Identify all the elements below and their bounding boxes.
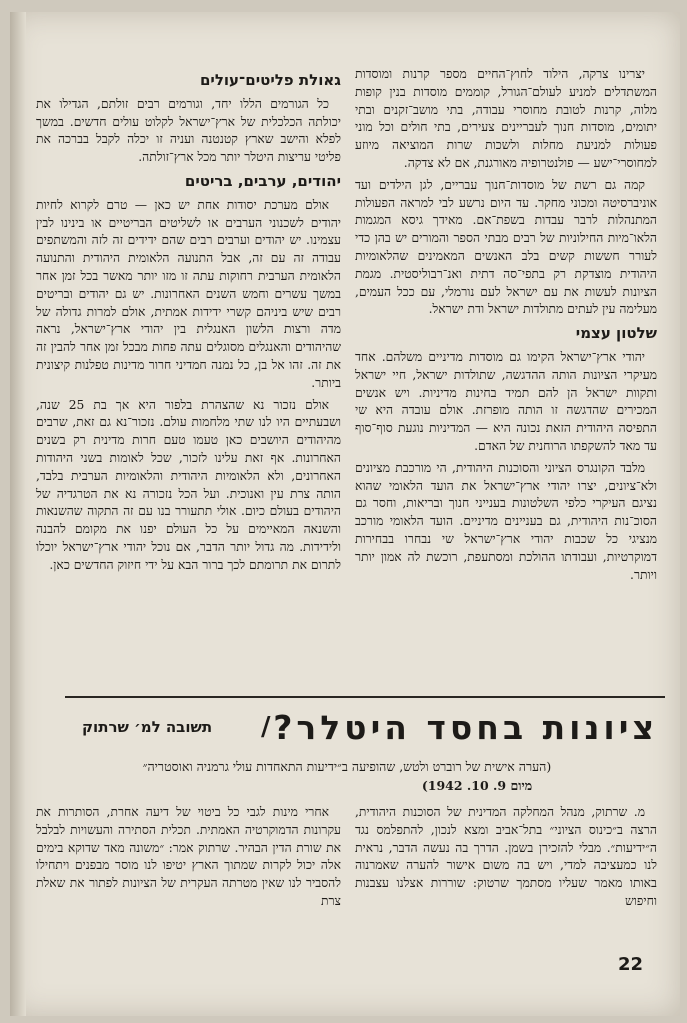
article-body-left [36, 804, 341, 989]
paragraph: כל הגורמים הללו יחד, וגורמים רבים זולתם, הגדילו את יכולתה הכלכלית של ארץ־ישראל לקלוט עולים חדשים. במשך לפלא והישב שארץ קטנטנה ועניה זו יכלה לקבל בברכה את פליטי עריצות היטלר יותר מכל ארץ־זולתה. [36, 96, 341, 165]
article-column-right [355, 66, 657, 678]
paragraph: יצרינו צרקה, הילוד לחוץ־החיים מספר קרנות ומוסדות המשתדלים למניע לעולם־הגורל, קוממים מוסדות בנין קופות מלוה, קרנות לטובת מחוסרי עבודה, בתי מושב־זקנים ובתי יתומים, מוסדות חנוך לעבריינים צעירים, בתי חולים וכל מוני פעולות למניעת מחלות ולשכות שרות המוציאה מיוזע למחוסרי־ישע — פולנטרופיה מאורגנת, אם לא צדקה. [355, 67, 657, 170]
page-number: 22 [618, 954, 644, 975]
paragraph: אולם נזכור נא שהצהרת בלפור היא אך בת 25 שנה, ושבעתיים היו לנו שתי מלחמות עולם. נזכור־נא גם זאת, שרבים מהיהודים היושבים כאן טעמו טעם חרות מדינית רק בשנים האחרונות. אף זאת עלינו לזכור, שכל לאומות בשני היהודות האחרונים, ולא הלאומיות היהודית והלאומיות הערבית בלבד, הותה צרת עין ואנוכית. ועל הכל נזכורה נא את הטרגדיה של היהודים בעולם כיום. אולי תתעורר בנו עם זה התקוה שהשנאות והשנאה המאיימים על כל העולם יפנו את מקומם להבנה ולידידות. מה גדול יותר הדבר, אם נוכל יהודי ארץ־ישראל יוכלו לתרום את תרומתם לכך ברור הבא על ידי חיזוק החדשים כאן. [36, 397, 341, 572]
paragraph: אולם מערכת יסודות אחת יש כאן — טרם לקרוא לחיות יהודים לשכנוני הערבים או לשליטים הבריטיים או בינינו לבין עצמינו. יש יהודים וערבים רבים שהם ידידים זה לזה והמשתפים עבודה זה עם זה, אבל התנועה הלאומית היהודית והתנועה הלאומית הערבית רחוקות עתה זו מזו יותר מאשר בכל זמן אחר במשך עשרים וחמש השנים האחרונות. יש גם יהודים ובריטים רבים שיש ביניהם קשרי ידידות אמתית, אולם למרות גדולה של מדה ורצות הלשון האנגלית בין יהודי ארץ־ישראל, נראה שהיהודים והאנגלים מסוגלים עתה פחות מבכל זמן אחר להבין זה את זה. זהו אל בן, כל נמנה חמדיני חרור מדינות טפלנות קיצונית ביותר. [36, 197, 341, 390]
page-spine-shadow [10, 12, 26, 1016]
section-divider-rule [65, 696, 665, 698]
section-heading-refugees: גאולת פליטים־עולים [199, 71, 341, 89]
headline-title: ציונות בחסד היטלר? [273, 708, 658, 747]
paragraph: אחרי מינות לגבי כל ביטוי של דיעה אחרת, הסותרות את עקרונות הדמוקרטיה האמתית. תכלית הסתירה והעשויות לבלבל את שורת הדין הבהיר. שרתוק אמר: ״משונה מאד שדוקא בימים אלה יכול לקרות שמתוך הארץ יטיפו לנו מוסר מבפנים ויתחילו להסביר לנו שאין מטרתה העקרית של הציונות לפתור את שאלת צרת [36, 805, 341, 908]
section-heading-self-rule: שלטון עצמי [575, 324, 657, 343]
paragraph: יהודי ארץ־ישראל הקימו גם מוסדות מדיניים משלהם. אחד מעיקרי הציונות הותה ההדגשה, שתולדות ישראל, חיי ישראל ותקוות ישראל הן להם תמיד בחינות מדיניות. ויש אנשים המכירים שהדגשה זו הותה מופרזת. אולם עובדה היא שי התפיסה היהודית הזאת נכונה היא — המדיניות נוגעת סוף־סוף עד מאד להשקפתו הרוחנית של האדם. [355, 349, 657, 453]
section-heading-jews-arabs-british: יהודים, ערבים, בריטים [184, 171, 341, 190]
source-note-text: (הערה אישית של רוברט ולטש, שהופיעה ב״ידיעות התאחדות עולי גרמניה ואוסטריה״ [142, 759, 552, 774]
article-headline [36, 708, 658, 756]
source-note-date: מיום 9. 10. 1942) [421, 778, 533, 793]
headline-subtitle: תשובה למ׳ שרתוק [82, 718, 213, 736]
magazine-page [10, 12, 680, 1016]
paragraph: קמה גם רשת של מוסדות־חנוך עבריים, לגן הילדים ועד אוניברסיטה ומכוני מחקר. עד היום נרשע לבי למראה הפעולות המתנהלות לרבר עבדות בשפת־אם. מאידך גיסא המגמות הלאו־מיות החילוניות של רבים מבתי הספר והמורים יש בהן כדי לעורר חששות קשים בלב האנשים המאמינים שהלאומיות היהודית מוצדקת רק בתפי־סה דתית ואנ־רבוליסטית. מגמת הציונות לעשות את עם ישראל לעם נורמלי, עם ככל העמים, מעלימה עין לעתים מתולדות ישראל ודת ישראל. [355, 177, 657, 317]
article-column-left [36, 66, 341, 678]
paragraph: מ. שרתוק, מנהל המחלקה המדינית של הסוכנות היהודית, הרצה ב״כינוס הציוני״ בתל־אביב ומצא לנכון, להתפלמס נגד ה״ידיעות״. מבלי להזכירן בשמן. הדרך בה נעשה הדבר, נראית לנו כמעציבה למדי, ויש בה משום אישור להערה שאמרנוה באותו מאמר שעליו מסתמך שרטוק: שוררות אצלנו עצבנות וחיפוש [355, 805, 657, 908]
headline-separator: / [261, 712, 271, 742]
article-source-note [36, 757, 658, 797]
paragraph: מלבד הקונגרס הציוני והסוכנות היהודית, הי מורכבת מציונים ולא־ציונים, יצרו יהודי ארץ־ישראל את הועד הלאומי שהוא נציגם העיקרי כלפי השלטונות בענייני חנוך ובריאות, וחסר גם הסוכ־נות היהודית, גם בעניינים מדיניים. הועד הלאומי מורכב מנציגי כל שכבות יהודי ארץ־ישראל שי נבחרו בבחירות דמוקרטיות, ועבודתו ההולכת ומסתעפת, רוכשת לה אמון יותר ויותר. [355, 460, 657, 582]
article-body-right [355, 804, 657, 989]
